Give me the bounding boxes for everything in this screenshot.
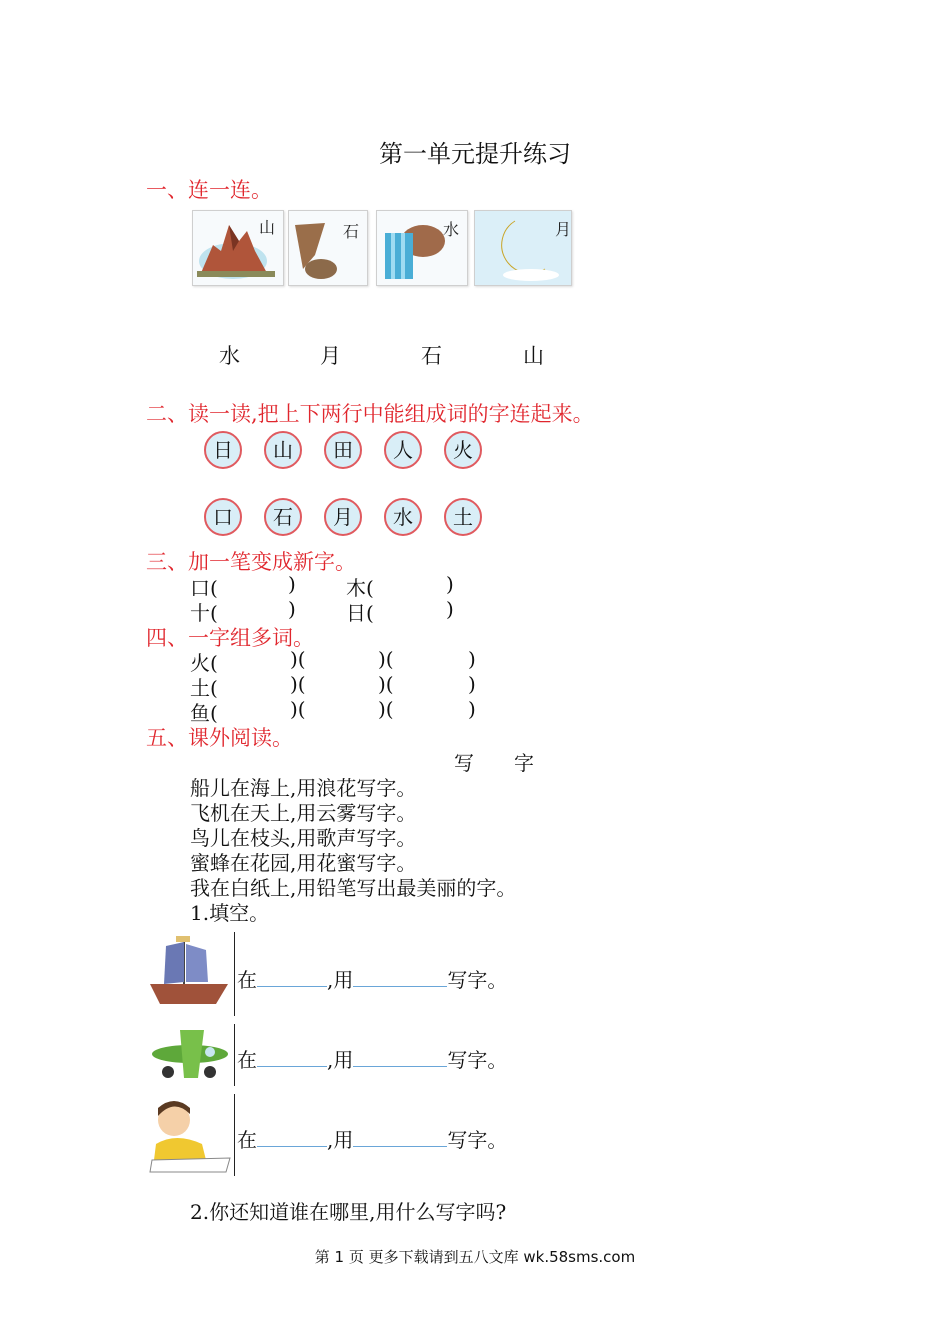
moon-icon xyxy=(475,211,571,285)
paren-group: )( xyxy=(290,697,306,721)
match-label: 月 xyxy=(320,344,341,368)
fill-sentence xyxy=(237,964,507,993)
fill-word: ,用 xyxy=(327,1128,354,1152)
poem-line: 蜜蜂在花园,用花蜜写字。 xyxy=(190,851,417,875)
char-circle[interactable]: 土 xyxy=(444,498,482,536)
airplane-icon xyxy=(146,1024,234,1086)
add-stroke-item: 木( xyxy=(346,576,374,600)
paren-close: ) xyxy=(468,697,476,721)
paren-group: )( xyxy=(378,697,394,721)
char-circle[interactable]: 人 xyxy=(384,431,422,469)
section-1-heading: 一、连一连。 xyxy=(146,178,272,202)
poem-title: 写 字 xyxy=(454,751,534,775)
fill-word: 写字。 xyxy=(447,968,508,992)
fill-word: 在 xyxy=(237,968,257,992)
paren-close: ) xyxy=(468,672,476,696)
ship-icon xyxy=(146,932,234,1016)
page-footer: 第 1 页 更多下载请到五八文库 wk.58sms.com xyxy=(314,1248,636,1266)
fill-sentence xyxy=(237,1044,507,1073)
fill-word: 在 xyxy=(237,1128,257,1152)
word-row-char: 土( xyxy=(190,676,218,700)
moon-picture xyxy=(474,210,572,286)
waterfall-picture xyxy=(376,210,468,286)
question-2: 2.你还知道谁在哪里,用什么写字吗? xyxy=(190,1200,507,1224)
pic-glyph: 月 xyxy=(555,220,571,239)
blank-place[interactable] xyxy=(257,1062,327,1067)
char-circle[interactable]: 月 xyxy=(324,498,362,536)
fill-word: 在 xyxy=(237,1048,257,1072)
paren-group: )( xyxy=(378,672,394,696)
word-row-char: 火( xyxy=(190,651,218,675)
match-label: 山 xyxy=(523,344,544,368)
pic-glyph: 水 xyxy=(443,220,460,239)
ship-illustration xyxy=(146,932,235,1016)
paren-close: ) xyxy=(468,647,476,671)
fill-word: 写字。 xyxy=(447,1048,508,1072)
char-circle[interactable]: 田 xyxy=(324,431,362,469)
paren-close: ) xyxy=(288,572,296,596)
boy-writing-icon xyxy=(146,1094,234,1176)
paren-group: )( xyxy=(290,672,306,696)
paren-group: )( xyxy=(290,647,306,671)
add-stroke-item: 十( xyxy=(190,601,218,625)
char-circle[interactable]: 日 xyxy=(204,431,242,469)
mountain-picture xyxy=(192,210,284,286)
section-2-heading: 二、读一读,把上下两行中能组成词的字连起来。 xyxy=(146,402,594,426)
pic-glyph: 山 xyxy=(259,218,276,237)
section-3-heading: 三、加一笔变成新字。 xyxy=(146,550,356,574)
fill-word: ,用 xyxy=(327,1048,354,1072)
word-row-char: 鱼( xyxy=(190,701,218,725)
boy-writing-illustration xyxy=(146,1094,235,1176)
fill-sentence xyxy=(237,1124,507,1153)
char-circle[interactable]: 口 xyxy=(204,498,242,536)
add-stroke-item: 口( xyxy=(190,576,218,600)
section-4-heading: 四、一字组多词。 xyxy=(146,626,314,650)
char-circle[interactable]: 火 xyxy=(444,431,482,469)
blank-place[interactable] xyxy=(257,1142,327,1147)
question-1: 1.填空。 xyxy=(190,901,270,925)
blank-tool[interactable] xyxy=(353,1142,447,1147)
char-circle[interactable]: 水 xyxy=(384,498,422,536)
poem-line: 飞机在天上,用云雾写字。 xyxy=(190,801,417,825)
poem-line: 船儿在海上,用浪花写字。 xyxy=(190,776,417,800)
fill-word: 写字。 xyxy=(447,1128,508,1152)
mountain-icon xyxy=(193,211,283,285)
char-circle[interactable]: 山 xyxy=(264,431,302,469)
paren-group: )( xyxy=(378,647,394,671)
match-label: 水 xyxy=(219,344,240,368)
fill-word: ,用 xyxy=(327,968,354,992)
page-title: 第一单元提升练习 xyxy=(379,140,571,168)
paren-close: ) xyxy=(446,572,454,596)
waterfall-icon xyxy=(377,211,467,285)
paren-close: ) xyxy=(446,597,454,621)
blank-tool[interactable] xyxy=(353,1062,447,1067)
stone-icon xyxy=(289,211,367,285)
blank-place[interactable] xyxy=(257,982,327,987)
pic-glyph: 石 xyxy=(343,222,360,241)
section-5-heading: 五、课外阅读。 xyxy=(146,726,293,750)
blank-tool[interactable] xyxy=(353,982,447,987)
paren-close: ) xyxy=(288,597,296,621)
char-circle[interactable]: 石 xyxy=(264,498,302,536)
poem-line: 我在白纸上,用铅笔写出最美丽的字。 xyxy=(190,876,517,900)
airplane-illustration xyxy=(146,1024,235,1086)
add-stroke-item: 日( xyxy=(346,601,374,625)
poem-line: 鸟儿在枝头,用歌声写字。 xyxy=(190,826,417,850)
stone-picture xyxy=(288,210,368,286)
match-label: 石 xyxy=(421,344,442,368)
